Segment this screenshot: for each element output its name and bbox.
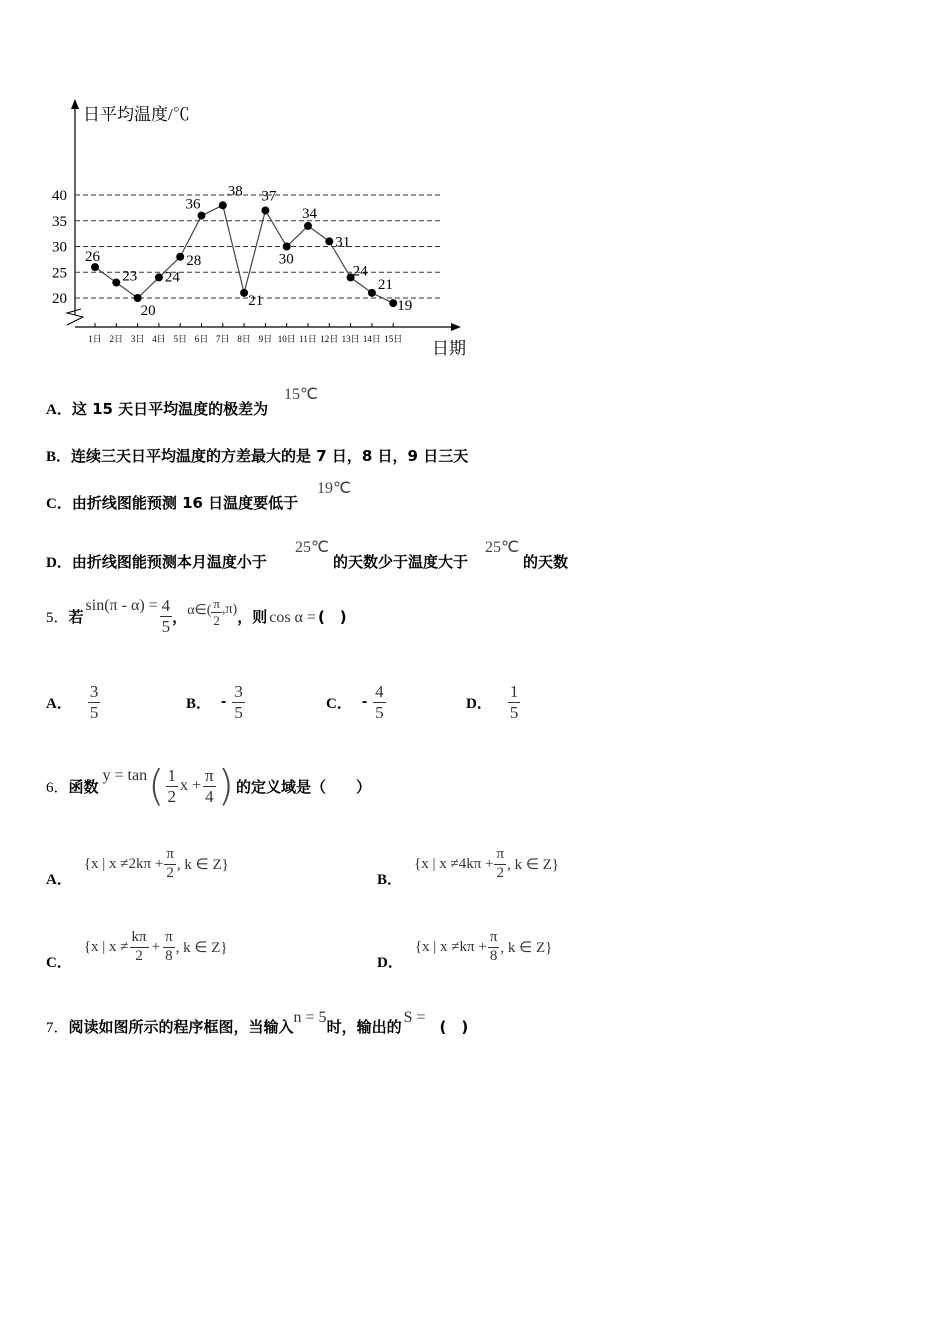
option-label: C．	[46, 496, 72, 512]
q6-expr-tan: y = tan	[102, 767, 148, 784]
x-axis-label: 日期	[432, 339, 466, 358]
q5-prefix: 若	[68, 607, 84, 626]
q4-d-text3: 的天数	[523, 553, 569, 571]
data-point	[368, 289, 376, 297]
option-set-suffix: , k ∈ Z}	[507, 856, 559, 873]
q6-option-b[interactable]	[377, 846, 559, 888]
option-fraction: $\frac{1}{5}$	[509, 682, 519, 722]
option-set-prefix: {x | x ≠4kπ +	[414, 855, 494, 872]
option-fraction: $\frac{\pi}{2}$	[496, 846, 505, 881]
q7-math-s: S =	[403, 1009, 426, 1026]
q4-d-math1: 25℃	[295, 539, 329, 556]
q5-answer-paren: ( )	[317, 607, 347, 626]
x-tick-label: 4日	[152, 334, 166, 344]
q4-a-math: 15℃	[284, 386, 318, 403]
option-label: D．	[377, 954, 403, 971]
x-tick-label: 15日	[384, 334, 403, 344]
question-number: 5．	[46, 609, 69, 626]
option-text: 由折线图能预测 16 日温度要低于	[71, 494, 299, 512]
option-label: B．	[46, 449, 72, 465]
x-tick-label: 8日	[237, 334, 251, 344]
q5-mid-text: ，则	[237, 607, 268, 626]
q5-options	[46, 683, 606, 722]
data-point	[134, 294, 142, 302]
option-set-prefix: {x | x ≠kπ +	[414, 938, 487, 955]
y-tick-label: 35	[52, 213, 67, 230]
option-text: 这 15 天日平均温度的极差为	[71, 400, 269, 418]
option-fraction: $\frac{3}{5}$	[89, 682, 99, 722]
option-label: C．	[326, 695, 352, 712]
q4-option-b[interactable]	[46, 445, 468, 466]
option-set-suffix: , k ∈ Z}	[175, 939, 228, 956]
option-sign: -	[361, 693, 368, 711]
q5-expr-sin: sin(π - α) =	[85, 597, 158, 615]
x-tick-label: 5日	[173, 334, 187, 344]
data-label: 21	[248, 292, 264, 309]
x-tick-label: 11日	[299, 334, 317, 344]
data-point	[283, 243, 291, 251]
question-5	[46, 597, 347, 636]
data-label: 38	[227, 183, 243, 200]
question-number: 7．	[46, 1020, 69, 1036]
option-label: D．	[46, 555, 72, 571]
data-label: 34	[302, 205, 317, 222]
y-tick-label: 25	[52, 265, 67, 282]
data-label: 20	[140, 303, 156, 319]
option-set-prefix: {x | x ≠	[83, 938, 129, 955]
x-tick-label: 1日	[88, 334, 102, 344]
data-label: 19	[397, 298, 413, 315]
data-label: 21	[377, 276, 393, 293]
data-point	[240, 289, 248, 297]
option-set-suffix: , k ∈ Z}	[500, 939, 553, 956]
data-point	[389, 299, 397, 307]
data-point	[155, 273, 163, 281]
data-label: 28	[186, 252, 202, 269]
q4-option-d[interactable]	[46, 551, 267, 572]
x-tick-label: 3日	[130, 334, 145, 344]
q6-fraction-pi-4: $\frac{\pi}{4}$	[205, 765, 214, 806]
q7-text2: 时，输出的	[326, 1018, 402, 1036]
option-fraction: $\frac{\pi}{8}$	[489, 929, 498, 964]
y-axis-arrow	[71, 99, 79, 109]
temperature-line-chart	[52, 95, 485, 365]
option-fraction: $\frac{4}{5}$	[375, 682, 384, 722]
option-fraction: $\frac{k\pi}{2}$	[131, 929, 147, 964]
x-tick-label: 13日	[341, 334, 360, 344]
option-plus: +	[151, 938, 161, 955]
q4-d-math2: 25℃	[485, 539, 519, 556]
x-tick-label: 6日	[194, 334, 209, 344]
q6-option-a[interactable]	[46, 846, 229, 888]
y-tick-label: 30	[52, 239, 67, 256]
x-tick-label: 2日	[109, 334, 124, 344]
q4-option-a[interactable]	[46, 398, 268, 419]
option-fraction: $\frac{\pi}{2}$	[166, 846, 174, 881]
y-axis-label: 日平均温度/℃	[83, 105, 190, 124]
option-text: 连续三天日平均温度的方差最大的是 7 日，8 日，9 日三天	[71, 447, 469, 465]
question-6	[46, 761, 372, 810]
x-tick-label: 10日	[277, 334, 296, 344]
option-set-prefix: {x | x ≠2kπ +	[83, 855, 164, 872]
option-label: B．	[377, 871, 403, 888]
q5-expr-alpha-range: α∈(	[187, 602, 212, 618]
question-number: 6．	[46, 779, 69, 796]
left-paren-large: (	[148, 761, 165, 810]
q7-text1: 阅读如图所示的程序框图，当输入	[68, 1018, 294, 1036]
data-label: 37	[261, 188, 277, 205]
q6-option-c[interactable]	[46, 929, 228, 971]
option-fraction: $\frac{3}{5}$	[234, 682, 243, 722]
x-tick-label: 7日	[216, 334, 230, 344]
data-label: 26	[85, 249, 100, 266]
question-7	[46, 1009, 469, 1039]
q6-prefix: 函数	[68, 777, 99, 796]
q5-expr-alpha-range-end: ,π)	[221, 602, 238, 618]
right-paren-large: )	[217, 761, 235, 810]
x-tick-label: 12日	[320, 334, 339, 344]
option-fraction-2: $\frac{\pi}{8}$	[165, 929, 173, 964]
q6-suffix: 的定义域是（ ）	[236, 777, 372, 796]
q5-fraction-pi-2: $\frac{\pi}{2}$	[213, 596, 220, 628]
option-set-suffix: , k ∈ Z}	[176, 856, 229, 873]
data-label: 31	[335, 234, 351, 251]
q5-option-d[interactable]	[466, 683, 606, 722]
q5-option-c[interactable]	[326, 683, 466, 722]
q4-d-text2: 的天数少于温度大于	[333, 553, 469, 571]
q5-option-b[interactable]	[186, 683, 326, 722]
q6-x-plus: x +	[180, 777, 202, 794]
data-point	[198, 212, 206, 220]
data-label: 24	[352, 263, 368, 280]
q5-fraction-4-5: $\frac{4}{5}$	[161, 596, 171, 636]
x-axis-arrow	[451, 323, 461, 331]
data-point	[176, 253, 184, 261]
option-label: A．	[46, 402, 72, 418]
q6-option-d[interactable]	[377, 929, 553, 971]
q7-answer-paren: ( )	[439, 1018, 469, 1036]
option-sign: -	[221, 693, 227, 711]
data-label: 24	[164, 269, 180, 286]
y-tick-label: 40	[52, 188, 67, 204]
data-point	[304, 222, 312, 230]
option-label: A．	[46, 871, 72, 888]
q5-expr-cos: cos α =	[269, 609, 316, 627]
option-label: B．	[186, 695, 212, 712]
data-label: 36	[185, 196, 201, 213]
q5-option-a[interactable]	[46, 683, 186, 722]
q7-math-n: n = 5	[293, 1009, 327, 1026]
data-point	[112, 279, 120, 287]
q4-c-math: 19℃	[317, 480, 351, 497]
data-point	[325, 237, 333, 245]
y-tick-label: 20	[52, 291, 67, 307]
data-label: 30	[278, 251, 294, 268]
option-label: D．	[466, 695, 492, 712]
x-tick-label: 9日	[258, 334, 273, 344]
q6-fraction-1-2: $\frac{1}{2}$	[167, 765, 176, 806]
option-label: A．	[46, 695, 72, 712]
series-line	[95, 205, 393, 303]
option-text: 由折线图能预测本月温度小于	[71, 553, 267, 571]
q4-option-c[interactable]	[46, 492, 298, 513]
data-label: 23	[122, 268, 138, 285]
q5-comma: ，	[172, 607, 188, 626]
data-point	[261, 206, 269, 214]
data-point	[219, 201, 227, 209]
x-tick-label: 14日	[362, 334, 381, 344]
option-label: C．	[46, 954, 72, 971]
